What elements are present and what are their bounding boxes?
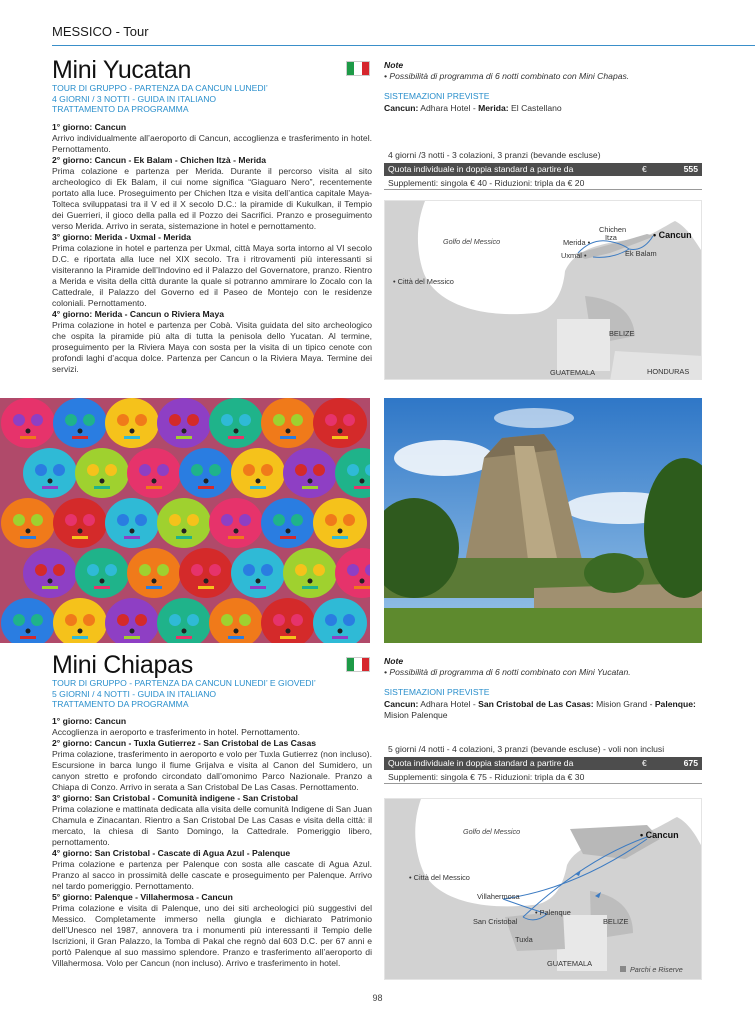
day-title: 2° giorno: Cancun - Tuxla Gutierrez - San Cristobal de Las Casas [52, 738, 317, 748]
tour2-subheading [52, 678, 316, 710]
tour2-title: Mini Chiapas [52, 651, 193, 679]
italy-flag-icon [346, 657, 370, 672]
price-value: 675 [683, 758, 698, 768]
accommodation-hotel: El Castellano [508, 103, 562, 113]
note-title: Note [384, 656, 404, 666]
day-title: 4° giorno: Merida - Cancun o Riviera Maya [52, 309, 225, 319]
accommodation-hotel: Mision Palenque [384, 710, 448, 720]
day-text: Prima colazione e mattinata dedicata alla visita delle comunità Indigene di San Juan Chamula e Zinacantan. Rientro a San Cristobal De Las Casas e visita della città: il mercato, la chiesa di Santo Domingo, la Cattedrale. Pomeriggio libero, pernottamento. [52, 804, 372, 847]
price-description: 5 giorni /4 notti - 4 colazioni, 3 pranzi (bevande escluse) - voli non inclusi [388, 744, 665, 754]
tour1-duration: 4 GIORNI / 3 NOTTI - GUIDA IN ITALIANO [52, 93, 217, 104]
tour1-notes [384, 60, 704, 114]
day-text: Prima colazione e partenza per Palenque con sosta alle cascate di Agua Azul. Pranzo al sacco in prossimità delle cascate e proseguimento per Palenque. Arrivo nel tardo pomeriggio. Pernottamento. [52, 859, 372, 891]
map-label-guatemala: GUATEMALA [550, 368, 596, 377]
map-label-gulf: Golfo del Messico [443, 237, 501, 246]
day-title: 3° giorno: Merida - Uxmal - Merida [52, 232, 192, 242]
tour2-duration: 5 GIORNI / 4 NOTTI - GUIDA IN ITALIANO [52, 688, 217, 699]
map-label-palenque: • Palenque [535, 908, 571, 917]
page-number: 98 [372, 993, 383, 1003]
map-label-san-cristobal: San Cristobal [473, 917, 518, 926]
price-row [384, 163, 702, 176]
map-chiapas-graphic [385, 799, 702, 980]
map-label-honduras: HONDURAS [647, 367, 690, 376]
supplements: Supplementi: singola € 40 - Riduzioni: tripla da € 20 [384, 177, 702, 190]
pyramid-image [384, 398, 702, 643]
accommodation-hotel: Adhara Hotel - [418, 699, 479, 709]
accommodation-city: San Cristobal de Las Casas: [478, 699, 594, 709]
map-label-villahermosa: Villahermosa [477, 892, 520, 901]
tour1-price-table [384, 149, 702, 190]
map-label-uxmal: Uxmal • [561, 251, 587, 260]
day-title: 1° giorno: Cancun [52, 122, 127, 132]
map-label-tuxla: Tuxla [515, 935, 533, 944]
price-value: 555 [683, 164, 698, 174]
note-text: • Possibilità di programma di 6 notti combinato con Mini Yucatan. [384, 667, 631, 677]
tour2-notes [384, 656, 704, 721]
day-title: 5° giorno: Palenque - Villahermosa - Cancun [52, 892, 233, 902]
italy-flag-icon [346, 61, 370, 76]
sugar-skulls-image [0, 398, 370, 643]
day-text: Arrivo individualmente all’aeroporto di Cancun, accoglienza e trasferimento in hotel. Pernottamento. [52, 133, 372, 154]
section-header: MESSICO - Tour [52, 24, 149, 39]
header-rule [52, 45, 755, 46]
note-text: • Possibilità di programma di 6 notti combinato con Mini Chapas. [384, 71, 630, 81]
photo-uxmal-pyramid [384, 398, 702, 643]
day-text: Accoglienza in aeroporto e trasferimento in hotel. Pernottamento. [52, 727, 300, 737]
tour2-treatment: TRATTAMENTO DA PROGRAMMA [52, 699, 189, 709]
day-title: 4° giorno: San Cristobal - Cascate di Agua Azul - Palenque [52, 848, 291, 858]
map-legend-parks: Parchi e Riserve [630, 965, 683, 974]
tour2-itinerary [52, 716, 372, 969]
map-label-mexico-city: • Città del Messico [409, 873, 470, 882]
map-label-chichen: Chichen [599, 225, 627, 234]
accommodation-title: SISTEMAZIONI PREVISTE [384, 687, 490, 697]
day-text: Prima colazione in hotel e partenza per Uxmal, città Maya sorta intorno al VI secolo D.C. e riportata alla luce nel XIX secolo. Tra i ritrovamenti più interessanti si visiteranno la Piramide dell’Indovino ed il Palazzo del Governatore, pranzo. Rientro a Merida e visita della città durante la quale si potranno ammirare lo Zocalo con la Cattedrale, il Palazzo del Governo ed il Paseo de Montejo con le residenze coloniali. Pernottamento. [52, 243, 372, 308]
accommodation-hotel: Adhara Hotel - [418, 103, 479, 113]
price-currency: € [642, 758, 647, 768]
map-label-cancun: • Cancun [653, 230, 692, 240]
day-text: Prima colazione e partenza per Merida. Durante il percorso visita al sito archeologico di Ek Balam, il cui nome significa “Giaguaro Nero”, recentemente portato alla luce. Proseguimento per Chichen Itza e visita dell’antica capitale Maya-Tolteca sviluppatasi tra il V ed il X secolo D.C.: la piramide di Kukulkan, il Tempio dei Guerrieri, il gioco della palla ed il Pozzo dei Sacrifici. Pranzo e proseguimento verso Merida. Arrivo in serata, sistemazione in hotel e pernottamento. [52, 166, 372, 231]
map-label-guatemala: GUATEMALA [547, 959, 593, 968]
accommodation-city: Palenque: [654, 699, 696, 709]
tour1-subheading [52, 83, 268, 115]
day-text: Prima colazione, trasferimento in aeroporto e volo per Tuxla Gutierrez (non incluso). Escursione in barca lungo il fiume Grijalva e visita al Canon del Sumidero, un canyon stretto e profondo circondato dall’omonimo Parco Nazionale. Pranzo a Chiapa di Conzo. Arrivo in serata a San Cristobal De Las Casas. Pernottamento. [52, 749, 372, 792]
map-label-gulf: Golfo del Messico [463, 827, 521, 836]
tour1-treatment: TRATTAMENTO DA PROGRAMMA [52, 104, 189, 114]
tour1-itinerary [52, 122, 372, 375]
tour2-map [384, 798, 702, 980]
accommodation-city: Merida: [478, 103, 509, 113]
accommodation-title: SISTEMAZIONI PREVISTE [384, 91, 490, 101]
map-label-mexico-city: • Città del Messico [393, 277, 454, 286]
accommodation-city: Cancun: [384, 103, 419, 113]
price-label: Quota individuale in doppia standard a partire da [388, 758, 574, 768]
accommodation-list [384, 699, 704, 721]
map-yucatan-graphic [385, 201, 702, 380]
price-currency: € [642, 164, 647, 174]
day-title: 3° giorno: San Cristobal - Comunità indigene - San Cristobal [52, 793, 298, 803]
map-label-belize: BELIZE [609, 329, 635, 338]
day-text: Prima colazione in hotel e partenza per Cobà. Visita guidata del sito archeologico che ospita la piramide più alta di tutta la penisola dello Yucatan. Al termine, proseguimento per la Riviera Maya con sosta per la visita di un tipico cenote con profondi laghi d’acqua dolce. Partenza per Cancun o la Riviera Maya. Termine dei servizi. [52, 320, 372, 374]
tour1-title: Mini Yucatan [52, 56, 192, 84]
price-row [384, 757, 702, 770]
tour1-departure: TOUR DI GRUPPO - PARTENZA DA CANCUN LUNEDI’ [52, 83, 268, 93]
note-title: Note [384, 60, 404, 70]
map-label-belize: BELIZE [603, 917, 629, 926]
price-label: Quota individuale in doppia standard a partire da [388, 164, 574, 174]
tour1-map [384, 200, 702, 380]
price-description: 4 giorni /3 notti - 3 colazioni, 3 pranzi (bevande escluse) [388, 150, 601, 160]
map-label-merida: Merida • [563, 238, 591, 247]
photo-sugar-skulls [0, 398, 370, 643]
tour2-departure: TOUR DI GRUPPO - PARTENZA DA CANCUN LUNEDI’ E GIOVEDI’ [52, 678, 316, 688]
tour2-price-table [384, 743, 702, 784]
day-text: Prima colazione e visita di Palenque, uno dei siti archeologici più suggestivi del Messico. Completamente immerso nella giungla e dichiarato Patrimonio dell’Unesco nel 1987, annovera tra i monumenti più interessanti il Tempio delle Iscrizioni, il Gran Palazzo, la Tomba di Pakal che regnò dal 603 D.C. per 67 anni e portò Palenque al suo massimo splendore. Pranzo e trasferimento all’aeroporto di Villahermosa. Volo per Cancun (non incluso). Arrivo e trasferimento in hotel. [52, 903, 372, 968]
accommodation-hotel: Mision Grand - [593, 699, 655, 709]
map-label-ek-balam: Ek Balam [625, 249, 657, 258]
accommodation-list [384, 103, 704, 114]
map-label-cancun: • Cancun [640, 830, 679, 840]
supplements: Supplementi: singola € 75 - Riduzioni: tripla da € 30 [384, 771, 702, 784]
map-label-itza: Itza [605, 233, 617, 242]
day-title: 2° giorno: Cancun - Ek Balam - Chichen Itzà - Merida [52, 155, 267, 165]
accommodation-city: Cancun: [384, 699, 419, 709]
day-title: 1° giorno: Cancun [52, 716, 127, 726]
